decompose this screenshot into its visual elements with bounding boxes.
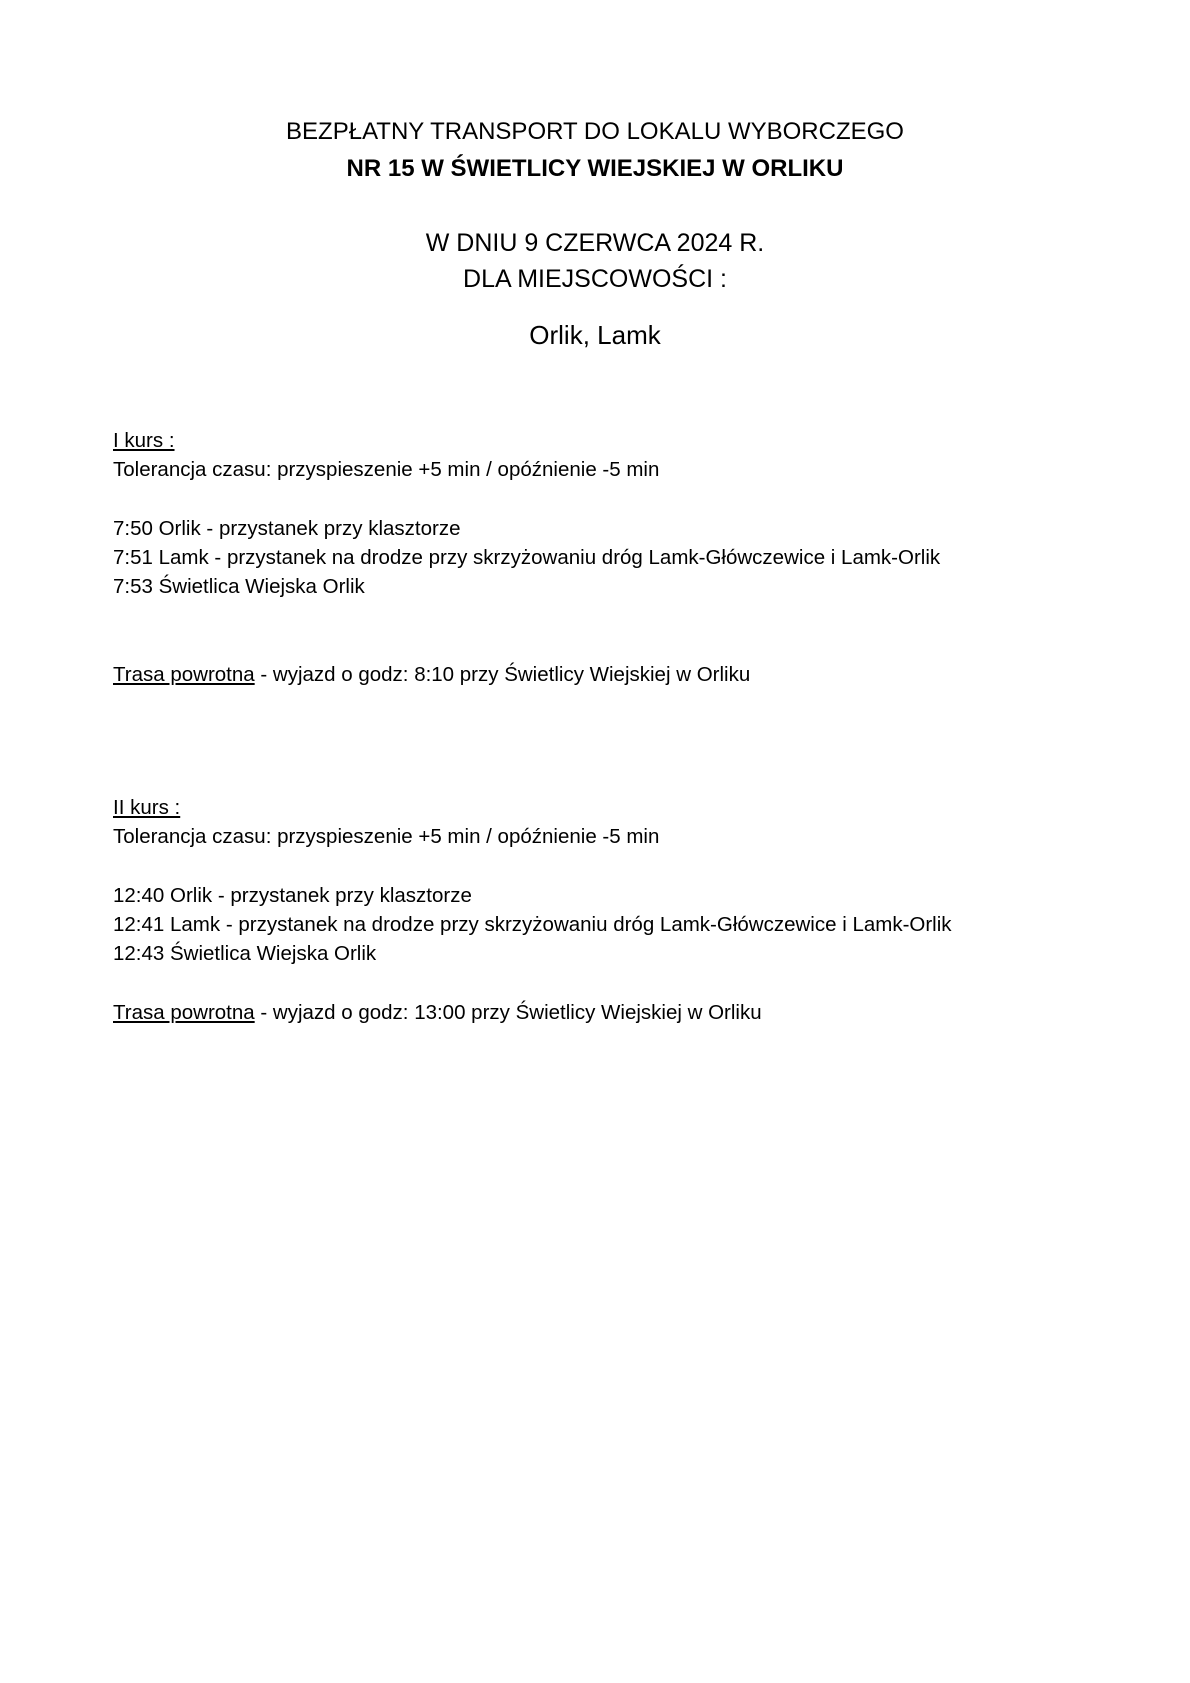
course-2-return-label: Trasa powrotna <box>113 1001 255 1024</box>
header-line-2: NR 15 W ŚWIETLICY WIEJSKIEJ W ORLIKU <box>346 155 844 182</box>
course-2-return <box>113 1001 762 1025</box>
course-1-title: I kurs : <box>113 429 175 452</box>
course-2-return-text: - wyjazd o godz: 13:00 przy Świetlicy Wiejskiej w Orliku <box>254 1001 762 1024</box>
course-1-stop-2: 7:51 Lamk - przystanek na drodze przy skrzyżowaniu dróg Lamk-Główczewice i Lamk-Orlik <box>113 546 941 569</box>
course-2-stop-3: 12:43 Świetlica Wiejska Orlik <box>113 942 377 965</box>
places-list: Orlik, Lamk <box>529 320 661 350</box>
election-date: W DNIU 9 CZERWCA 2024 R. <box>425 229 765 257</box>
course-1-return-label: Trasa powrotna <box>113 663 255 686</box>
course-1-return-text: - wyjazd o godz: 8:10 przy Świetlicy Wiejskiej w Orliku <box>254 663 751 686</box>
course-2-tolerance: Tolerancja czasu: przyspieszenie +5 min / opóźnienie -5 min <box>113 825 660 848</box>
course-1-tolerance: Tolerancja czasu: przyspieszenie +5 min / opóźnienie -5 min <box>113 458 660 481</box>
course-1-stop-3: 7:53 Świetlica Wiejska Orlik <box>113 575 365 598</box>
header-line-1: BEZPŁATNY TRANSPORT DO LOKALU WYBORCZEGO <box>286 118 904 145</box>
places-label: DLA MIEJSCOWOŚCI : <box>463 265 727 293</box>
course-1-stop-1: 7:50 Orlik - przystanek przy klasztorze <box>113 517 461 540</box>
course-2-title: II kurs : <box>113 796 181 819</box>
course-1-return <box>113 663 750 687</box>
course-2-stop-2: 12:41 Lamk - przystanek na drodze przy skrzyżowaniu dróg Lamk-Główczewice i Lamk-Orlik <box>113 913 952 936</box>
course-2-stop-1: 12:40 Orlik - przystanek przy klasztorze <box>113 884 472 907</box>
